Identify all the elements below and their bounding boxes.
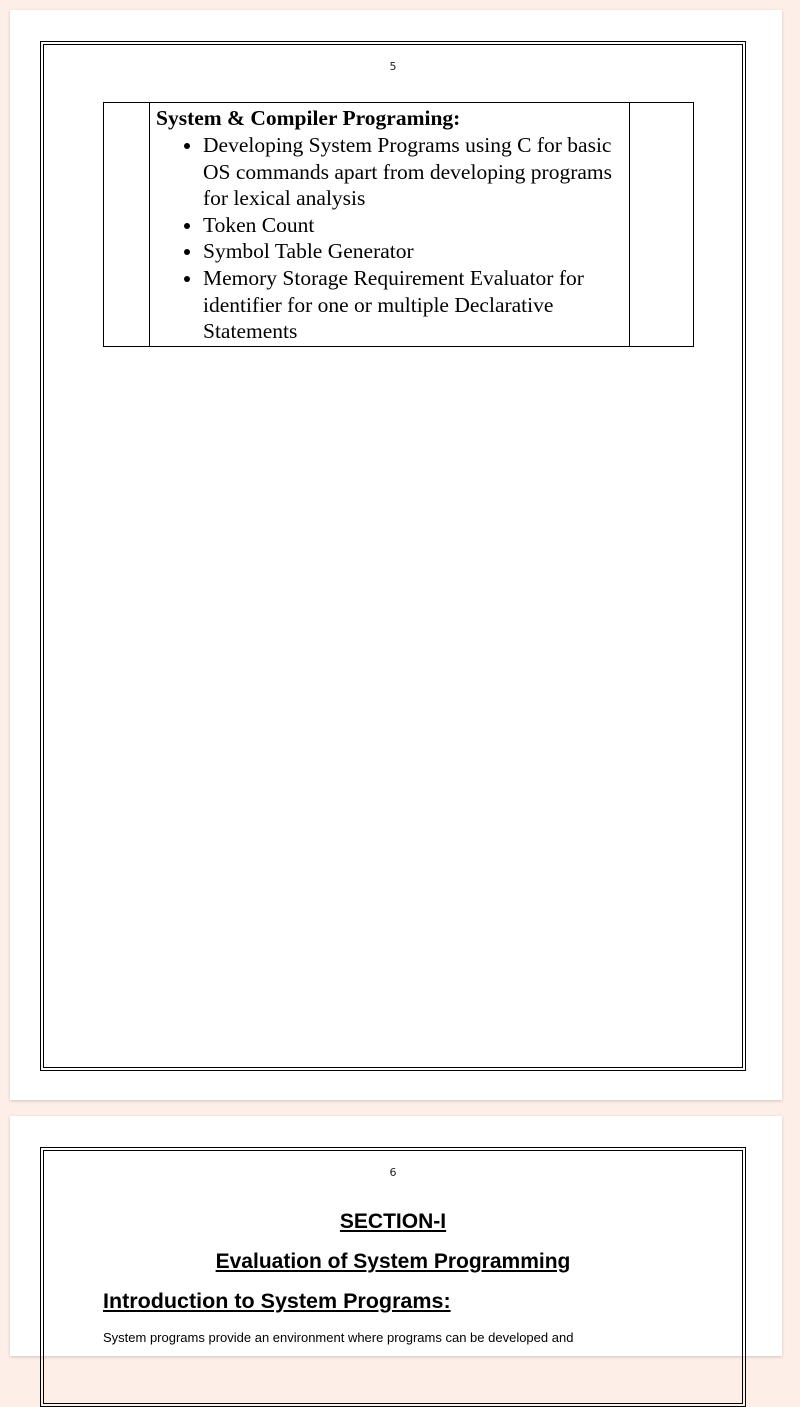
document-page-5 (10, 10, 782, 1100)
table-cell-content (150, 103, 630, 347)
topic-list (156, 132, 623, 345)
table-cell-empty-right (630, 103, 694, 347)
table-heading: System & Compiler Programing: (156, 106, 461, 130)
syllabus-table (103, 102, 694, 347)
table-row (104, 103, 694, 347)
page-border-frame (40, 41, 746, 1071)
list-item: • Token Count (203, 212, 623, 239)
section-label: SECTION-I (339, 1210, 447, 1233)
section-title: Evaluation of System Programming (215, 1250, 571, 1273)
intro-heading: Introduction to System Programs: (103, 1289, 451, 1313)
page-number: 5 (389, 60, 397, 73)
document-page-6 (10, 1116, 782, 1356)
intro-paragraph: System programs provide an environment where programs can be developed and (103, 1330, 574, 1345)
page-border-frame (40, 1147, 746, 1407)
list-item: • Memory Storage Requirement Evaluator for identifier for one or multiple Declarative Statements (203, 265, 623, 345)
table-cell-empty-left (104, 103, 150, 347)
list-item: • Developing System Programs using C for basic OS commands apart from developing programs for lexical analysis (203, 132, 623, 212)
page-number: 6 (389, 1166, 397, 1179)
list-item: • Symbol Table Generator (203, 238, 623, 265)
